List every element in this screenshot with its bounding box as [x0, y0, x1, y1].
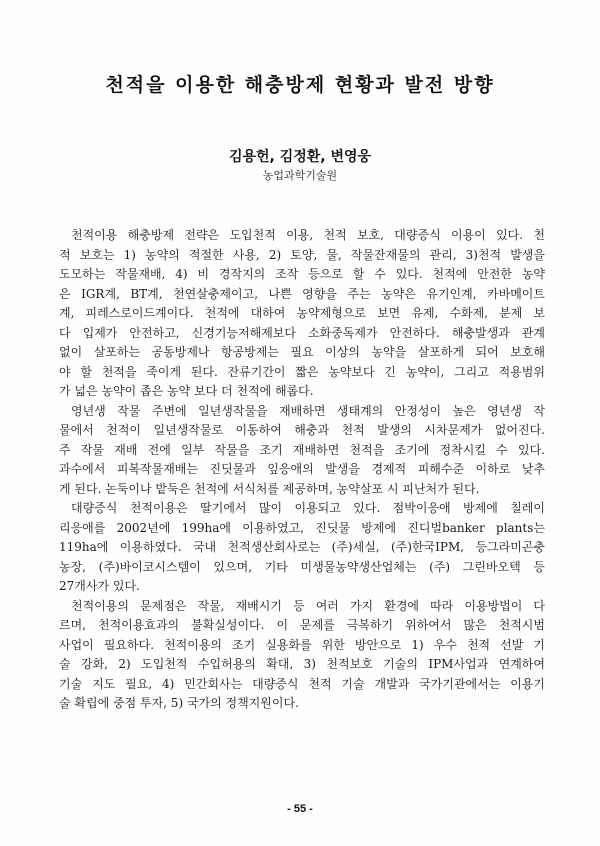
text-line: 은 IGR계, BT계, 천연살충제이고, 나쁜 영향을 주는 농약은 유기인계, 카바메이트 [59, 286, 545, 301]
text-line: 술 확립에 중점 투자, 5) 국가의 정책지원이다. [59, 696, 299, 710]
text-line: 천적이용 해충방제 전략은 도입천적 이용, 천적 보호, 대량증식 이용이 있다. 천 [71, 228, 545, 242]
text-line: 농장, (주)바이코시스템이 있으며, 기타 미생물농약생산업체는 (주) 그린바오텍 등 [59, 559, 545, 574]
paragraph [59, 402, 545, 500]
text-line: 적 보호는 1) 농약의 적절한 사용, 2) 토양, 물, 작물잔재물의 관리, 3)천적 발생을 [59, 247, 545, 262]
document-title: 천적을 이용한 해충방제 현황과 발전 방향 [105, 74, 495, 96]
text-line: 다 입제가 안전하고, 신경기능저해제보다 소화중독제가 안전하다. 해충발생과 관계 [59, 325, 545, 340]
text-line: 기술 지도 필요, 4) 민간회사는 대량증식 천적 기술 개발과 국가기관에서는 이용기 [59, 676, 545, 691]
text-line: 물에서 천적이 일년생작물로 이동하여 해충과 천적 발생의 시차문제가 없어진다. [59, 423, 545, 437]
paragraph [59, 226, 545, 402]
text-line: 천적이용의 문제점은 작물, 재배시기 등 여러 가지 환경에 따라 이용방법이 다 [71, 598, 545, 613]
text-line: 영년생 작물 주변에 일년생작물을 재배하면 생태계의 안정성이 높은 영년생 작 [71, 403, 545, 418]
text-line: 사업이 필요하다. 천적이용의 조기 실용화를 위한 방안으로 1) 우수 천적 선발 기 [59, 637, 545, 652]
text-line: 리응애를 2002년에 199ha에 이용하였고, 진딧물 방제에 진디벌banker plants는 [59, 520, 545, 535]
text-line: 없이 살포하는 공동방제나 항공방제는 필요 이상의 농약을 살포하게 되어 보호해 [59, 345, 545, 359]
author-list: 김용헌, 김정환, 변영웅 [228, 149, 372, 165]
paragraph [59, 499, 545, 597]
text-line: 과수에서 피복작물재배는 진딧물과 잎응애의 발생을 경제적 피해수준 이하로 낮추 [59, 462, 545, 476]
text-line: 야 할 천적을 죽이게 된다. 잔류기간이 짧은 농약보다 긴 농약이, 그리고 적용범위 [59, 364, 545, 379]
text-line: 도모하는 작물재배, 4) 비 경작지의 조작 등으로 할 수 있다. 천적에 안전한 농약 [59, 267, 545, 281]
text-line: 계, 피레스로이드계이다. 천적에 대하여 농약제형으로 보면 유제, 수화제, 분제 보 [59, 306, 545, 320]
text-line: 주 작물 재배 전에 일부 작물을 조기 재배하면 천적을 조기에 정착시킬 수 있다. [59, 442, 545, 457]
paragraph [59, 597, 545, 714]
author-affiliation: 농업과학기술원 [262, 169, 338, 182]
text-line: 27개사가 있다. [59, 579, 140, 593]
body-text [59, 226, 545, 714]
text-line: 119ha에 이용하였다. 국내 천적생산회사로는 (주)세실, (주)한국IPM, 등그라미곤충 [59, 540, 545, 554]
text-line: 가 넓은 농약이 좁은 농약 보다 더 천적에 해롭다. [59, 384, 314, 398]
text-line: 게 된다. 논둑이나 밭둑은 천적에 서식처를 제공하며, 농약살포 시 피난처가 된다. [59, 481, 480, 496]
text-line: 대량증식 천적이용은 딸기에서 많이 이용되고 있다. 점박이응애 방제에 칠레이 [71, 501, 545, 515]
text-line: 르며, 천적이용효과의 불확실성이다. 이 문제를 극복하기 위하여서 많은 천적시범 [59, 618, 545, 632]
page-number: - 55 - [287, 803, 313, 815]
text-line: 술 강화, 2) 도입천적 수입허용의 확대, 3) 천적보호 기술의 IPM사업과 연계하여 [59, 657, 545, 671]
